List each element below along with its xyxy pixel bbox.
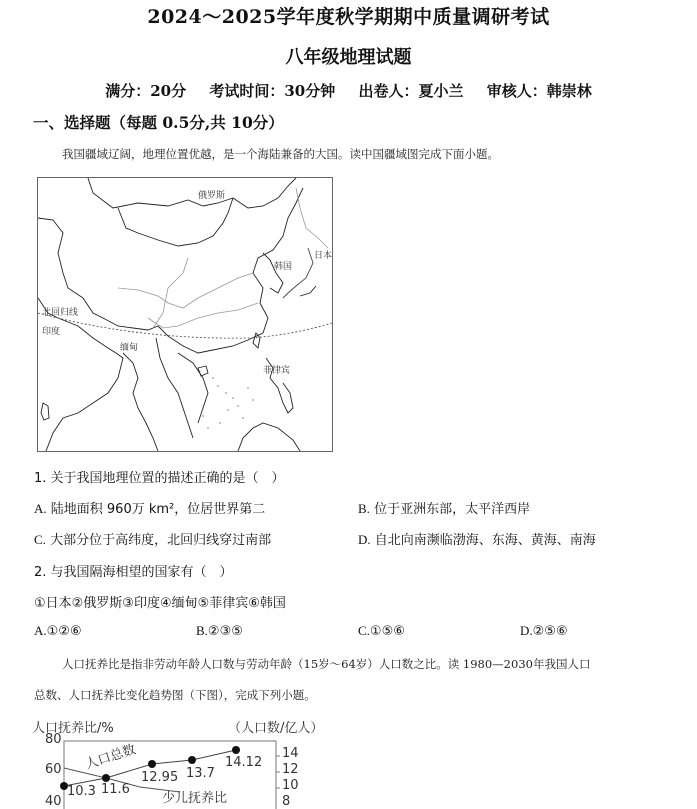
- question-1-option-d[interactable]: D. 自北向南濒临渤海、东海、黄海、南海: [358, 532, 596, 548]
- chart-right-axis-label: （人口数/亿人）: [228, 721, 324, 736]
- meta-reviewer: 审核人：韩崇林: [486, 82, 592, 100]
- question-2-stem: 2. 与我国隔海相望的国家有（ ）: [34, 565, 233, 580]
- exam-title: 2024～2025学年度秋学期期中质量调研考试: [147, 6, 550, 28]
- chart-point-label-4: 13.7: [186, 766, 215, 781]
- exam-subtitle: 八年级地理试题: [285, 47, 412, 68]
- map-label-japan: 日本: [314, 251, 333, 261]
- meta-score: 满分：20分: [105, 82, 187, 100]
- passage-map-intro: 我国疆域辽阔，地理位置优越，是一个海陆兼备的大国。读中国疆域图完成下面小题。: [62, 147, 499, 161]
- map-label-tropic-of-cancer: 北回归线: [42, 308, 79, 318]
- question-1-option-c[interactable]: C. 大部分位于高纬度，北回归线穿过南部: [34, 532, 272, 548]
- chart-left-axis-label: 人口抚养比/%: [32, 721, 114, 736]
- question-2-country-list: ①日本②俄罗斯③印度④缅甸⑤菲律宾⑥韩国: [34, 596, 286, 611]
- question-2-option-d[interactable]: D.②⑤⑥: [520, 623, 568, 639]
- population-dependency-chart: [20, 712, 324, 809]
- chart-point-label-1: 10.3: [67, 784, 96, 799]
- chart-right-tick-12: 12: [282, 762, 299, 777]
- section-title: 一、选择题（每题 0.5分,共 10分）: [33, 113, 284, 132]
- exam-meta: [0, 80, 697, 101]
- chart-left-tick-40: 40: [45, 794, 62, 809]
- meta-author: 出卷人：夏小兰: [358, 82, 464, 100]
- chart-left-tick-80: 80: [45, 732, 62, 747]
- map-label-korea: 韩国: [274, 262, 293, 272]
- china-territory-map: [37, 177, 333, 452]
- question-1-option-a[interactable]: A. 陆地面积 960万 km²，位居世界第二: [34, 501, 266, 517]
- question-1-stem: 1. 关于我国地理位置的描述正确的是（ ）: [34, 471, 285, 486]
- chart-point-label-5: 14.12: [225, 755, 263, 770]
- map-label-myanmar: 缅甸: [120, 343, 139, 353]
- passage-population-line2: 总数、人口抚养比变化趋势图（下图），完成下列小题。: [34, 688, 316, 702]
- chart-right-tick-10: 10: [282, 778, 299, 793]
- question-2-option-a[interactable]: A.①②⑥: [34, 623, 82, 639]
- question-1-option-b[interactable]: B. 位于亚洲东部，太平洋西岸: [358, 501, 531, 517]
- chart-point-label-3: 12.95: [141, 770, 179, 785]
- chart-series-label-child-dependency: 少儿抚养比: [162, 791, 228, 806]
- map-label-india: 印度: [42, 327, 61, 337]
- passage-population-line1: 人口抚养比是指非劳动年龄人口数与劳动年龄（15岁～64岁）人口数之比。读 1980—2030年我国人口: [62, 657, 591, 671]
- meta-time: 考试时间：30分钟: [209, 82, 336, 100]
- chart-point-label-2: 11.6: [101, 782, 130, 797]
- chart-left-tick-60: 60: [45, 762, 62, 777]
- map-label-russia: 俄罗斯: [198, 191, 226, 201]
- question-2-option-b[interactable]: B.②③⑤: [196, 623, 243, 639]
- chart-series-label-total-population: 人口总数: [83, 742, 138, 773]
- chart-right-tick-8: 8: [282, 794, 291, 809]
- map-label-philippines: 菲律宾: [263, 366, 291, 376]
- question-2-option-c[interactable]: C.①⑤⑥: [358, 623, 405, 639]
- map-outline-graphic: [38, 178, 332, 451]
- chart-right-tick-14: 14: [282, 746, 299, 761]
